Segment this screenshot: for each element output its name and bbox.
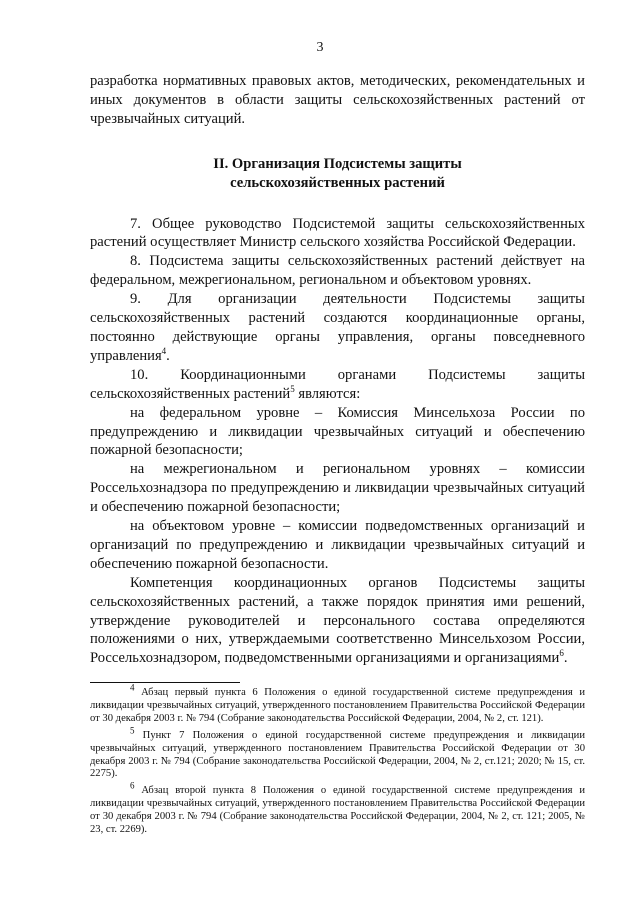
list-item-federal: на федеральном уровне – Комиссия Минсельхоза России по предупреждению и ликвидации чрезвычайных ситуаций и обеспечению пожарной безопасности; <box>90 404 585 459</box>
list-item-regional: на межрегиональном и региональном уровнях – комиссии Россельхознадзора по предупреждению и ликвидации чрезвычайных ситуаций и обеспечению пожарной безопасности; <box>90 461 585 516</box>
competence-text: Компетенция координационных органов Подсистемы защиты сельскохозяйственных растений, а также порядок принятия ими решений, утверждение руководителей и персонального состава определяются положениями о них, утверждаемыми соответственно Минсельхозом России, Россельхознадзором, подведомственными организациями и организациями <box>90 574 585 667</box>
paragraph-10-text-b: являются: <box>294 385 361 402</box>
footnotes <box>90 682 585 841</box>
intro-paragraph: разработка нормативных правовых актов, методических, рекомендательных и иных документов в области защиты сельскохозяйственных растений от чрезвычайных ситуаций. <box>90 73 585 127</box>
footnote-4-text: Абзац первый пункта 6 Положения о единой государственной системе предупреждения и ликвидации чрезвычайных ситуаций, утвержденного постановлением Правительства Российской Федерации от 30 декабря 2003 г. № 794 (Собрание законодательства Российской Федерации, 2004, № 2, ст. 121). <box>90 687 585 724</box>
paragraph-9-text: 9. Для организации деятельности Подсистемы защиты сельскохозяйственных растений создаются координационные органы, постоянно действующие органы управления, органы повседневного управления <box>90 291 585 364</box>
footnote-ref-4[interactable]: 4 <box>161 346 167 357</box>
section-heading-line2: сельскохозяйственных растений <box>230 174 445 191</box>
list-item-object: на объектовом уровне – комиссии подведомственных организаций и организаций по предупреждению и ликвидации чрезвычайных ситуаций и обеспечению пожарной безопасности. <box>90 518 585 572</box>
footnote-6-mark: 6 <box>130 780 135 791</box>
section-heading-line1: II. Организация Подсистемы защиты <box>213 155 462 172</box>
document-body <box>90 72 585 668</box>
page-number: 3 <box>316 40 324 55</box>
section-heading <box>90 155 585 193</box>
paragraph-7: 7. Общее руководство Подсистемой защиты сельскохозяйственных растений осуществляет Министр сельского хозяйства Российской Федерации. <box>90 215 585 251</box>
paragraph-10-text-a: 10. Координационными органами Подсистемы защиты сельскохозяйственных растений <box>90 366 585 402</box>
footnote-4 <box>90 682 585 726</box>
footnote-ref-6[interactable]: 6 <box>559 648 564 659</box>
footnote-ref-5[interactable]: 5 <box>290 383 295 394</box>
competence-end: . <box>563 650 568 667</box>
footnote-6 <box>90 780 585 837</box>
footnote-5-text: Пункт 7 Положения о единой государственной системе предупреждения и ликвидации чрезвычайных ситуаций, утвержденного постановлением Правительства Российской Федерации от 30 декабря 2003 г. № 794 (Собрание законодательства Российской Федерации, 2004, № 2, ст.121; 2020; № 15, ст. 2275). <box>90 729 585 780</box>
footnote-5 <box>90 725 585 782</box>
paragraph-9 <box>90 290 585 366</box>
footnote-6-text: Абзац второй пункта 8 Положения о единой государственной системе предупреждения и ликвидации чрезвычайных ситуаций, утвержденного постановлением Правительства Российской Федерации от 30 декабря 2003 г. № 794 (Собрание законодательства Российской Федерации, 2004, № 2, ст. 121; 2005, № 23, ст. 2269). <box>90 785 585 836</box>
paragraph-10 <box>90 366 585 404</box>
competence-paragraph <box>90 574 585 669</box>
footnote-separator <box>90 682 240 683</box>
paragraph-8: 8. Подсистема защиты сельскохозяйственных растений действует на федеральном, межрегиональном, региональном и объектовом уровнях. <box>90 253 585 289</box>
footnote-4-mark: 4 <box>130 682 135 693</box>
footnote-5-mark: 5 <box>130 725 135 736</box>
paragraph-9-end: . <box>166 347 170 364</box>
